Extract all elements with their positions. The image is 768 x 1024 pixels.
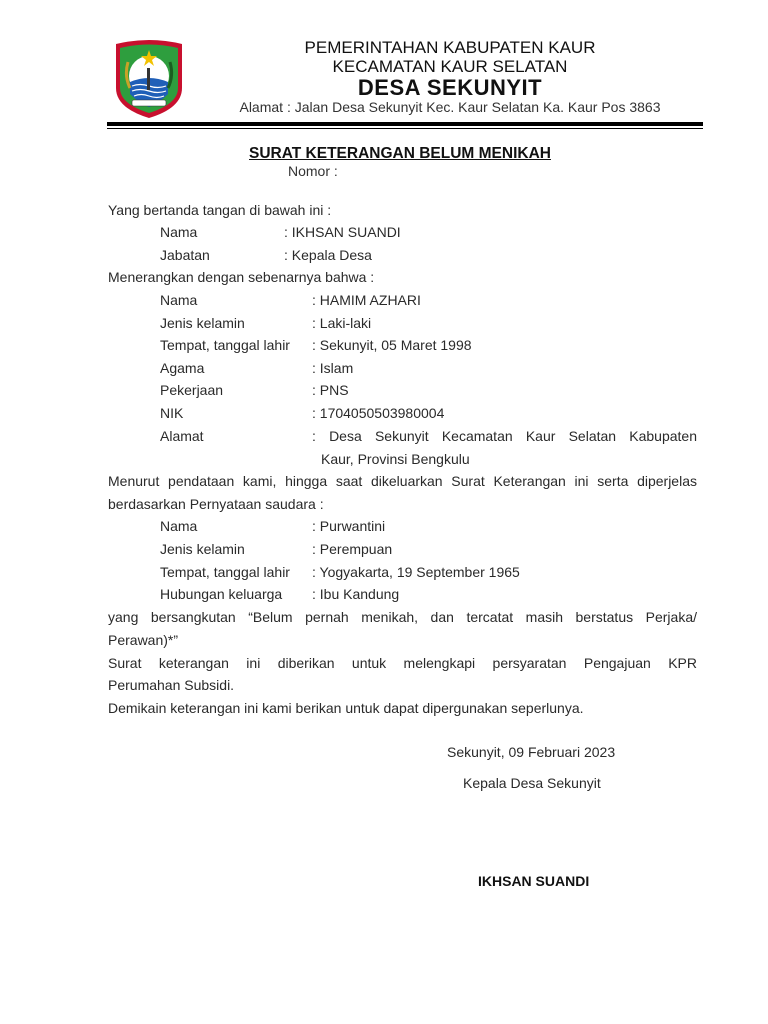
signer-name-value: : IKHSAN SUANDI [284, 224, 401, 240]
subject-nik-value: : 1704050503980004 [312, 405, 445, 421]
subject-name-value: : HAMIM AZHARI [312, 292, 421, 308]
subject-address-value-line2: Kaur, Provinsi Bengkulu [321, 451, 470, 467]
letterhead-divider-thin [107, 128, 703, 129]
declarant-name-label: Nama [160, 518, 198, 534]
document-number: Nomor : [288, 163, 338, 179]
document-title: SURAT KETERANGAN BELUM MENIKAH [249, 145, 551, 162]
letterhead-divider-thick [107, 122, 703, 126]
declarant-relation-label: Hubungan keluarga [160, 586, 283, 602]
subject-religion-label: Agama [160, 360, 205, 376]
subject-gender-value: : Laki-laki [312, 315, 372, 331]
declarant-relation-value: : Ibu Kandung [312, 586, 400, 602]
letterhead-village: DESA SEKUNYIT [357, 75, 543, 100]
signer-position-label: Jabatan [160, 247, 210, 263]
signature-position: Kepala Desa Sekunyit [463, 775, 601, 791]
signer-name-label: Nama [160, 224, 198, 240]
pendataan-text-line2: berdasarkan Pernyataan saudara : [108, 496, 324, 512]
letterhead-district: KECAMATAN KAUR SELATAN [332, 57, 568, 76]
subject-birth-label: Tempat, tanggal lahir [160, 337, 290, 353]
pendataan-text-line1: Menurut pendataan kami, hingga saat dikeluarkan Surat Keterangan ini serta diperjelas [108, 473, 697, 489]
status-text-line2: Perawan)*” [108, 632, 179, 648]
subject-name-label: Nama [160, 292, 198, 308]
declarant-name-value: : Purwantini [312, 518, 386, 534]
signature-place-date: Sekunyit, 09 Februari 2023 [447, 744, 616, 760]
intro-text: Yang bertanda tangan di bawah ini : [108, 202, 332, 218]
subject-birth-value: : Sekunyit, 05 Maret 1998 [312, 337, 472, 353]
subject-occupation-value: : PNS [312, 382, 349, 398]
purpose-text-line1: Surat keterangan ini diberikan untuk melengkapi persyaratan Pengajuan KPR [108, 655, 697, 671]
subject-occupation-label: Pekerjaan [160, 382, 224, 398]
letterhead-address: Alamat : Jalan Desa Sekunyit Kec. Kaur Selatan Ka. Kaur Pos 3863 [239, 99, 661, 115]
signature-name: IKHSAN SUANDI [478, 873, 590, 889]
signer-position-value: : Kepala Desa [284, 247, 372, 263]
declarant-gender-label: Jenis kelamin [160, 541, 245, 557]
declarant-gender-value: : Perempuan [312, 541, 393, 557]
declarant-birth-label: Tempat, tanggal lahir [160, 564, 290, 580]
closing-text: Demikain keterangan ini kami berikan untuk dapat dipergunakan seperlunya. [108, 700, 584, 716]
subject-religion-value: : Islam [312, 360, 354, 376]
subject-address-label: Alamat [160, 428, 204, 444]
declarant-birth-value: : Yogyakarta, 19 September 1965 [312, 564, 520, 580]
purpose-text-line2: Perumahan Subsidi. [108, 677, 235, 693]
subject-nik-label: NIK [160, 405, 184, 421]
letterhead-government: PEMERINTAHAN KABUPATEN KAUR [304, 38, 596, 57]
status-text-line1: yang bersangkutan “Belum pernah menikah, dan tercatat masih berstatus Perjaka/ [108, 609, 697, 625]
statement-text: Menerangkan dengan sebenarnya bahwa : [108, 269, 375, 285]
subject-gender-label: Jenis kelamin [160, 315, 245, 331]
subject-address-value: : Desa Sekunyit Kecamatan Kaur Selatan Kabupaten [312, 428, 697, 444]
kabupaten-kaur-emblem-icon [110, 38, 188, 120]
